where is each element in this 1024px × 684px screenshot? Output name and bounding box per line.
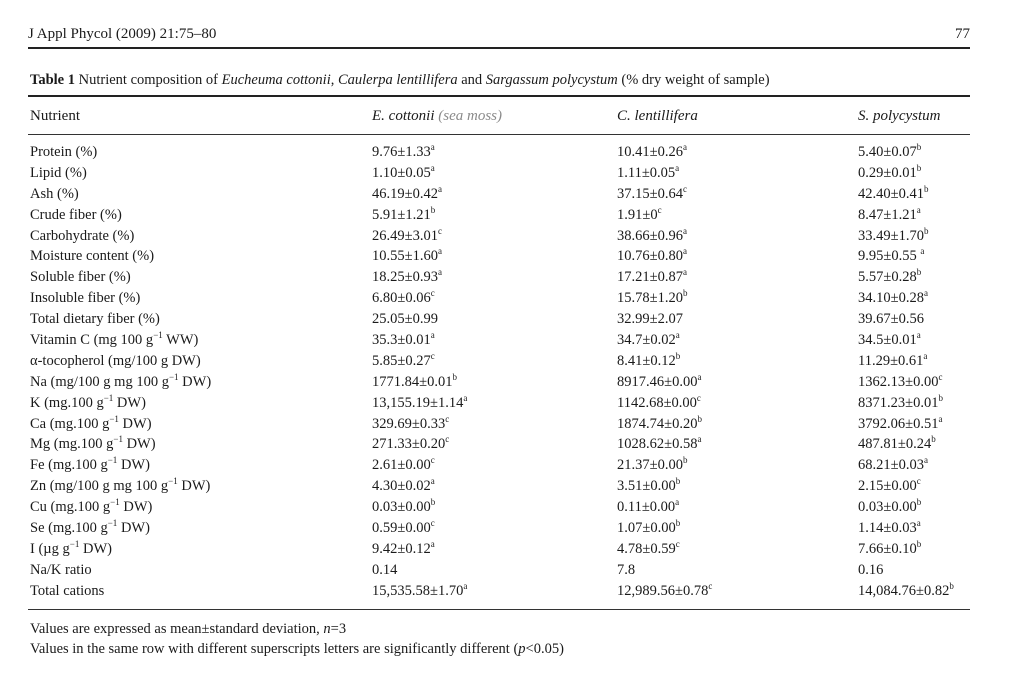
value-s-polycystum: 34.10±0.28$^a$ — [858, 288, 928, 307]
value-e-cottonii: 4.30±0.02$^a$ — [372, 476, 435, 495]
nutrient-name: Insoluble fiber (%) — [30, 290, 141, 307]
significance-superscript: a — [437, 183, 442, 194]
value-c-lentillifera: 8917.46±0.00$^a$ — [617, 371, 702, 390]
significance-superscript: a — [682, 246, 687, 257]
nutrient-name: Zn (mg/100 g mg 100 $g^{-1}$ DW) — [30, 476, 211, 495]
significance-superscript: a — [430, 330, 435, 341]
value-c-lentillifera: 38.66±0.96$^a$ — [617, 225, 687, 244]
value-s-polycystum: 487.81±0.24$^b$ — [858, 434, 936, 453]
significance-superscript: c — [430, 518, 435, 529]
significance-superscript: c — [657, 204, 662, 215]
value-e-cottonii: 5.85±0.27$^c$ — [372, 350, 435, 369]
value-e-cottonii: 35.3±0.01$^a$ — [372, 330, 435, 349]
significance-superscript: c — [696, 392, 701, 403]
significance-superscript: c — [675, 538, 680, 549]
table-body — [0, 142, 1024, 602]
value-e-cottonii: 25.05±0.99 — [372, 311, 438, 328]
significance-superscript: a — [463, 580, 468, 591]
table-label: Table 1 — [30, 72, 75, 88]
nutrient-name: Carbohydrate (%) — [30, 227, 135, 244]
value-e-cottonii: 329.69±0.33$^c$ — [372, 413, 450, 432]
table-row — [0, 163, 1024, 184]
significance-superscript: a — [923, 288, 928, 299]
table-row — [0, 142, 1024, 163]
value-c-lentillifera: 10.76±0.80$^a$ — [617, 246, 687, 265]
significance-superscript: b — [675, 350, 681, 361]
significance-superscript: b — [682, 455, 688, 466]
nutrient-name: I (µg $g^{-1}$ DW) — [30, 538, 112, 557]
value-c-lentillifera: 10.41±0.26$^a$ — [617, 142, 687, 160]
value-e-cottonii: 15,535.58±1.70$^a$ — [372, 580, 468, 599]
value-c-lentillifera: 0.11±0.00$^a$ — [617, 497, 680, 516]
nutrient-name: Soluble fiber (%) — [30, 269, 131, 286]
significance-superscript: b — [949, 580, 954, 591]
significance-superscript: b — [938, 392, 943, 403]
value-s-polycystum: 5.57±0.28$^b$ — [858, 267, 922, 286]
significance-superscript: c — [708, 580, 713, 591]
table-row — [0, 351, 1024, 372]
table-row — [0, 205, 1024, 226]
significance-superscript: a — [437, 246, 442, 257]
column-header-c-lentillifera: C. lentillifera — [617, 108, 698, 124]
value-s-polycystum: 34.5±0.01$^a$ — [858, 330, 921, 349]
table-top-rule — [28, 95, 970, 97]
value-s-polycystum: 1.14±0.03$^a$ — [858, 518, 921, 537]
table-row — [0, 518, 1024, 539]
page-number: 77 — [955, 26, 970, 42]
significance-superscript: a — [682, 142, 687, 152]
value-s-polycystum: 7.66±0.10$^b$ — [858, 538, 922, 557]
significance-superscript: a — [938, 413, 943, 424]
value-s-polycystum: 11.29±0.61$^a$ — [858, 350, 928, 369]
nutrient-name: Ca (mg.100 $g^{-1}$ DW) — [30, 413, 152, 432]
significance-superscript: b — [916, 162, 922, 173]
nutrient-name: α-tocopherol (mg/100 g DW) — [30, 352, 201, 369]
column-header-nutrient: Nutrient — [30, 108, 80, 124]
significance-superscript: a — [430, 476, 435, 487]
running-header — [28, 26, 970, 48]
significance-superscript: b — [430, 204, 436, 215]
nutrient-name: Na/K ratio — [30, 561, 92, 578]
value-c-lentillifera: 8.41±0.12$^b$ — [617, 350, 681, 369]
value-c-lentillifera: 1142.68±0.00$^c$ — [617, 392, 701, 411]
significance-superscript: a — [923, 350, 928, 361]
table-row — [0, 246, 1024, 267]
value-c-lentillifera: 37.15±0.64$^c$ — [617, 183, 687, 202]
significance-superscript: c — [938, 371, 943, 382]
significance-superscript: a — [920, 246, 925, 257]
value-s-polycystum: 0.16 — [858, 561, 884, 578]
significance-superscript: c — [430, 288, 435, 299]
nutrient-name: Ash (%) — [30, 185, 79, 202]
nutrient-name: Vitamin C (mg 100 $g^{-1}$ WW) — [30, 330, 199, 349]
value-e-cottonii: 10.55±1.60$^a$ — [372, 246, 442, 265]
table-bottom-rule — [28, 609, 970, 610]
significance-superscript: a — [430, 538, 435, 549]
table-row — [0, 288, 1024, 309]
column-header-e-cottonii: E. cottonii (sea moss) — [372, 108, 502, 124]
table-row — [0, 539, 1024, 560]
header-separator-rule — [28, 134, 970, 135]
value-s-polycystum: 14,084.76±0.82$^b$ — [858, 580, 954, 599]
value-e-cottonii: 46.19±0.42$^a$ — [372, 183, 442, 202]
significance-superscript: a — [916, 204, 921, 215]
value-s-polycystum: 0.03±0.00$^b$ — [858, 497, 922, 516]
value-s-polycystum: 8.47±1.21$^a$ — [858, 204, 921, 223]
significance-superscript: c — [682, 183, 687, 194]
significance-superscript: a — [682, 267, 687, 278]
nutrient-name: Cu (mg.100 $g^{-1}$ DW) — [30, 497, 153, 516]
value-s-polycystum: 39.67±0.56 — [858, 311, 924, 328]
nutrient-name: Fe (mg.100 $g^{-1}$ DW) — [30, 455, 150, 474]
significance-superscript: a — [430, 142, 435, 152]
value-e-cottonii: 1771.84±0.01$^b$ — [372, 371, 457, 390]
nutrient-name: Moisture content (%) — [30, 248, 155, 265]
value-c-lentillifera: 4.78±0.59$^c$ — [617, 538, 680, 557]
value-e-cottonii: 0.14 — [372, 561, 398, 578]
value-s-polycystum: 3792.06±0.51$^a$ — [858, 413, 943, 432]
table-row — [0, 414, 1024, 435]
value-s-polycystum: 42.40±0.41$^b$ — [858, 183, 929, 202]
value-c-lentillifera: 1.07±0.00$^b$ — [617, 518, 681, 537]
significance-superscript: a — [675, 162, 680, 173]
value-c-lentillifera: 21.37±0.00$^b$ — [617, 455, 688, 474]
significance-superscript: b — [923, 225, 929, 236]
value-s-polycystum: 0.29±0.01$^b$ — [858, 162, 922, 181]
table-row — [0, 309, 1024, 330]
value-c-lentillifera: 15.78±1.20$^b$ — [617, 288, 688, 307]
value-s-polycystum: 9.95±0.55 $^a$ — [858, 246, 925, 265]
value-e-cottonii: 2.61±0.00$^c$ — [372, 455, 435, 474]
table-row — [0, 455, 1024, 476]
significance-superscript: a — [916, 330, 921, 341]
table-row — [0, 330, 1024, 351]
value-s-polycystum: 2.15±0.00$^c$ — [858, 476, 921, 495]
value-e-cottonii: 271.33±0.20$^c$ — [372, 434, 450, 453]
significance-superscript: c — [430, 350, 435, 361]
column-header-s-polycystum: S. polycystum — [858, 108, 941, 124]
value-c-lentillifera: 1874.74±0.20$^b$ — [617, 413, 702, 432]
value-e-cottonii: 9.76±1.33$^a$ — [372, 142, 435, 160]
significance-superscript: b — [675, 518, 681, 529]
significance-superscript: b — [923, 183, 929, 194]
nutrient-name: K (mg.100 $g^{-1}$ DW) — [30, 392, 146, 411]
significance-superscript: b — [452, 371, 457, 382]
table-row — [0, 497, 1024, 518]
value-e-cottonii: 0.03±0.00$^b$ — [372, 497, 436, 516]
table-row — [0, 184, 1024, 205]
table-row — [0, 372, 1024, 393]
value-e-cottonii: 18.25±0.93$^a$ — [372, 267, 442, 286]
significance-superscript: b — [916, 142, 922, 152]
significance-superscript: c — [445, 413, 450, 424]
value-s-polycystum: 5.40±0.07$^b$ — [858, 142, 922, 160]
significance-superscript: b — [916, 497, 922, 508]
value-s-polycystum: 33.49±1.70$^b$ — [858, 225, 929, 244]
value-s-polycystum: 1362.13±0.00$^c$ — [858, 371, 943, 390]
value-c-lentillifera: 7.8 — [617, 561, 636, 578]
significance-superscript: c — [437, 225, 442, 236]
value-c-lentillifera: 3.51±0.00$^b$ — [617, 476, 681, 495]
value-e-cottonii: 5.91±1.21$^b$ — [372, 204, 436, 223]
table-row — [0, 267, 1024, 288]
nutrient-name: Na (mg/100 g mg 100 $g^{-1}$ DW) — [30, 371, 212, 390]
table-row — [0, 581, 1024, 602]
table-row — [0, 393, 1024, 414]
value-c-lentillifera: 1.11±0.05$^a$ — [617, 162, 680, 181]
nutrient-name: Se (mg.100 $g^{-1}$ DW) — [30, 518, 150, 537]
value-e-cottonii: 1.10±0.05$^a$ — [372, 162, 435, 181]
significance-superscript: a — [697, 434, 702, 445]
footnote-significance: Values in the same row with different superscripts letters are significantly different (p<0.05) — [30, 641, 564, 657]
nutrient-name: Mg (mg.100 $g^{-1}$ DW) — [30, 434, 156, 453]
significance-superscript: a — [463, 392, 468, 403]
table-row — [0, 226, 1024, 247]
value-c-lentillifera: $1.91\pm 0^c$ — [617, 204, 662, 223]
value-c-lentillifera: 34.7±0.02$^a$ — [617, 330, 680, 349]
header-rule — [28, 47, 970, 49]
value-e-cottonii: 13,155.19±1.14$^a$ — [372, 392, 468, 411]
value-c-lentillifera: 32.99±2.07 — [617, 311, 683, 328]
table-row — [0, 434, 1024, 455]
nutrient-name: Total cations — [30, 582, 105, 599]
value-e-cottonii: 0.59±0.00$^c$ — [372, 518, 435, 537]
nutrient-name: Lipid (%) — [30, 164, 87, 181]
significance-superscript: a — [437, 267, 442, 278]
significance-superscript: c — [916, 476, 921, 487]
table-caption: Table 1 Nutrient composition of Eucheuma cottonii, Caulerpa lentillifera and Sargassum polycystum (% dry weight of sample) — [30, 72, 770, 88]
significance-superscript: a — [697, 371, 702, 382]
value-e-cottonii: 26.49±3.01$^c$ — [372, 225, 442, 244]
significance-superscript: a — [675, 330, 680, 341]
table-row — [0, 560, 1024, 581]
value-e-cottonii: 9.42±0.12$^a$ — [372, 538, 435, 557]
value-s-polycystum: 68.21±0.03$^a$ — [858, 455, 928, 474]
significance-superscript: b — [675, 476, 681, 487]
value-c-lentillifera: 17.21±0.87$^a$ — [617, 267, 687, 286]
significance-superscript: a — [923, 455, 928, 466]
nutrient-name: Protein (%) — [30, 144, 98, 160]
table-row — [0, 476, 1024, 497]
journal-citation: J Appl Phycol (2009) 21:75–80 — [28, 26, 217, 42]
significance-superscript: b — [916, 267, 922, 278]
value-e-cottonii: 6.80±0.06$^c$ — [372, 288, 435, 307]
significance-superscript: b — [931, 434, 936, 445]
significance-superscript: a — [675, 497, 680, 508]
value-s-polycystum: 8371.23±0.01$^b$ — [858, 392, 943, 411]
significance-superscript: b — [430, 497, 436, 508]
significance-superscript: b — [682, 288, 688, 299]
significance-superscript: a — [682, 225, 687, 236]
significance-superscript: a — [916, 518, 921, 529]
significance-superscript: c — [430, 455, 435, 466]
value-c-lentillifera: 1028.62±0.58$^a$ — [617, 434, 702, 453]
footnote-mean-sd: Values are expressed as mean±standard deviation, n=3 — [30, 621, 347, 637]
value-c-lentillifera: 12,989.56±0.78$^c$ — [617, 580, 713, 599]
nutrient-name: Total dietary fiber (%) — [30, 311, 160, 328]
significance-superscript: c — [445, 434, 450, 445]
nutrient-name: Crude fiber (%) — [30, 206, 122, 223]
significance-superscript: b — [916, 538, 922, 549]
significance-superscript: b — [697, 413, 702, 424]
significance-superscript: a — [430, 162, 435, 173]
